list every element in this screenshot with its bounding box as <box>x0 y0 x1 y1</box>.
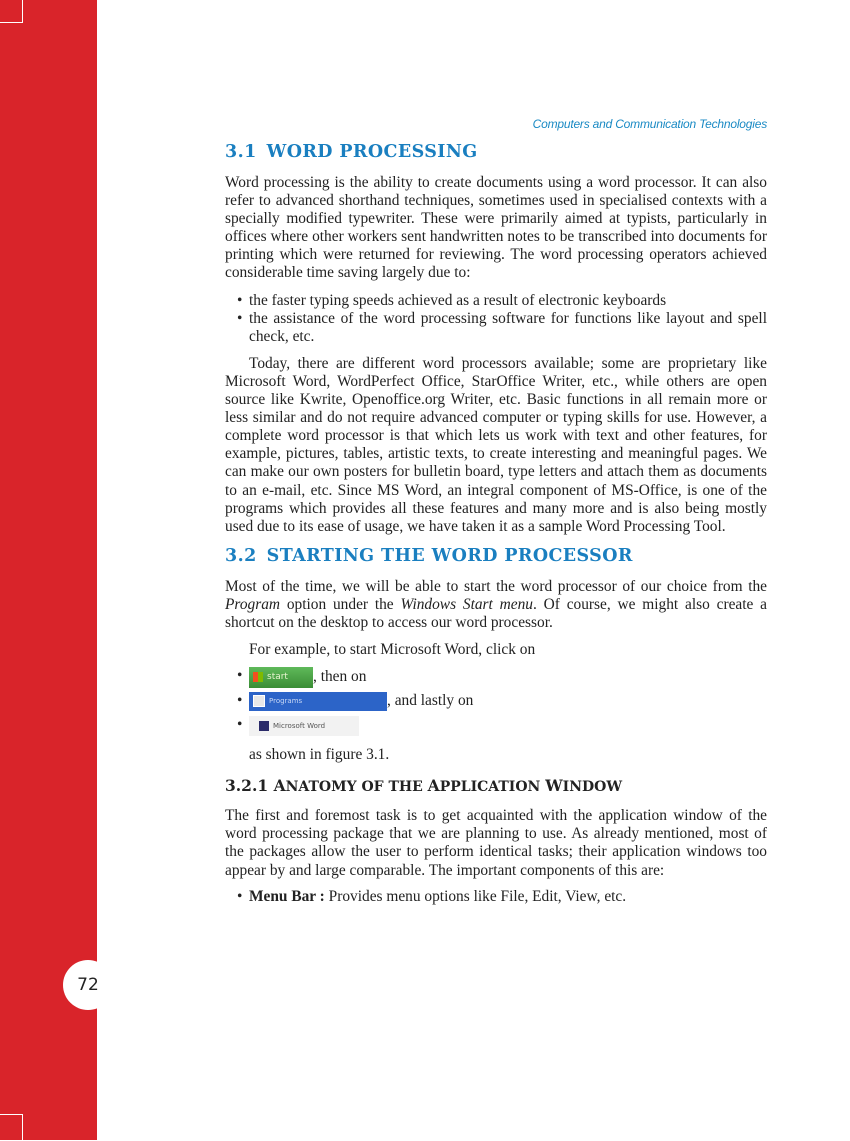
paragraph: as shown in figure 3.1. <box>249 746 390 764</box>
title-cap: A <box>273 776 286 796</box>
list-item: • the assistance of the word processing software for functions like layout and spell check, etc. <box>237 310 767 346</box>
section-3-2-1-heading <box>225 776 767 795</box>
text-run: option under the <box>280 595 401 613</box>
step-suffix: , then on <box>313 668 367 686</box>
crop-mark-top <box>0 0 23 23</box>
title-cap: A <box>427 776 440 796</box>
section-3-1-heading <box>225 142 767 162</box>
running-header: Computers and Communication Technologies <box>532 117 767 131</box>
paragraph <box>225 578 767 632</box>
windows-flag-icon <box>253 672 263 682</box>
paragraph: For example, to start Microsoft Word, click on <box>249 641 536 659</box>
text-run: . Of course, we might also create a shortcut on the desktop to access our word processor. <box>225 595 767 631</box>
paragraph: The first and foremost task is to get acquainted with the application window of the word processing package that we are planning to use. As already mentioned, most of the packages allow the user to perform identical tasks; their application windows too appear by and large comparable. The important components of this are: <box>225 807 767 879</box>
start-button-image <box>249 667 313 688</box>
button-image-label: start <box>267 672 288 683</box>
term-description: Provides menu options like File, Edit, View, etc. <box>324 887 627 905</box>
steps-list <box>225 667 767 740</box>
text-run-italic: Windows Start menu <box>400 595 533 613</box>
list-item <box>237 667 767 692</box>
crop-mark-bottom <box>0 1114 23 1141</box>
title-smallcaps: PPLICATION <box>439 779 546 796</box>
section-number: 3.1 <box>225 142 257 162</box>
section-number: 3.2.1 <box>225 776 269 796</box>
microsoft-word-menu-image <box>249 716 359 736</box>
page-number: 72 <box>63 960 113 1010</box>
bullet-list <box>225 292 767 346</box>
list-item <box>237 716 767 740</box>
page-content <box>225 142 767 906</box>
word-icon <box>259 721 269 731</box>
paragraph: Word processing is the ability to create documents using a word processor. It can also refer to advanced shorthand techniques, sometimes used in specialised contexts with a specially modified typewriter. These were primarily aimed at typists, particularly in offices where other workers sent handwritten notes to be transcribed into documents for printing which were returned for reviewing. The word processing operators achieved considerable time saving largely due to: <box>225 174 767 282</box>
step-suffix: , and lastly on <box>387 692 474 710</box>
list-item <box>237 692 767 716</box>
section-title: WORD PROCESSING <box>266 142 478 162</box>
title-smallcaps: NATOMY OF THE <box>285 779 428 796</box>
bullet-list <box>225 888 767 906</box>
section-3-2-heading <box>225 546 767 566</box>
title-cap: W <box>545 776 563 796</box>
button-image-label: Programs <box>269 697 303 706</box>
programs-icon <box>253 695 265 707</box>
list-item: • the faster typing speeds achieved as a result of electronic keyboards <box>237 292 767 310</box>
paragraph: Today, there are different word processors available; some are proprietary like Microsoft Word, WordPerfect Office, StarOffice Writer, etc., while others are open source like Kwrite, Openoffice.org Writer, etc. Basic functions in all remain more or less similar and do not require advanced computer or typing skills for use. However, a complete word processor is that which lets us work with text and other features, for example, pictures, tables, artistic texts, to create interesting and meaningful pages. We can make our own posters for bulletin board, type letters and attach them as documents to an e-mail, etc. Since MS Word, an integral component of MS-Office, is one of the programs which provides all these features and many more and is also being mostly used due to its ease of usage, we have taken it as a sample Word Processing Tool. <box>225 354 767 535</box>
list-item <box>237 888 767 906</box>
button-image-label: Microsoft Word <box>273 722 326 731</box>
title-smallcaps: INDOW <box>562 779 623 796</box>
text-run-italic: Program <box>225 595 281 613</box>
term: Menu Bar : <box>249 887 325 905</box>
section-number: 3.2 <box>225 545 257 566</box>
programs-menu-image <box>249 692 387 711</box>
text-run: Most of the time, we will be able to start the word processor of our choice from the <box>225 577 767 595</box>
section-title: STARTING THE WORD PROCESSOR <box>266 545 633 566</box>
